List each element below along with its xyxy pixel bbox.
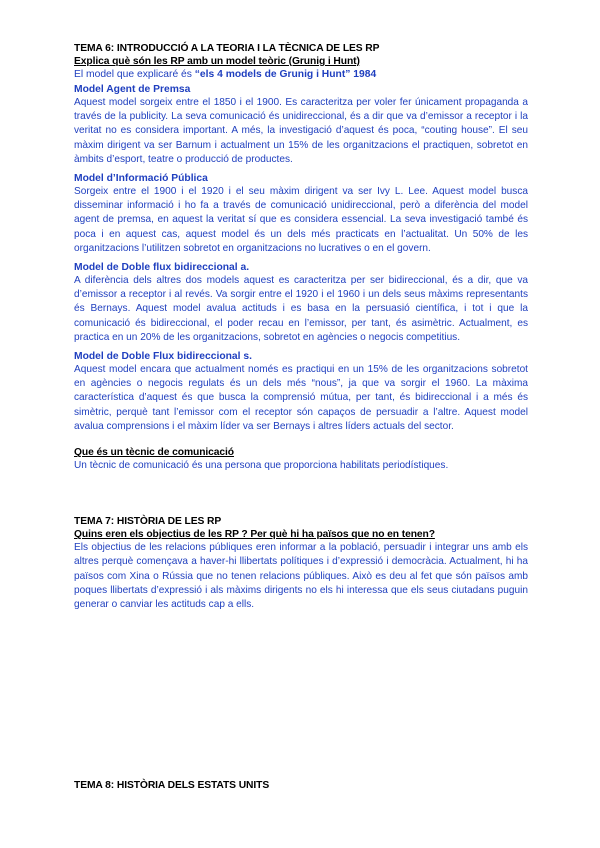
tema7-answer: Els objectius de les relacions públiques eren informar a la població, persuadir i integrar uns amb els altres perquè començava a haver-hi llibertats polítiques i d’expressió i democràcia. Actualment, hi ha països com Xina o Rússia que no tenen relacions públiques. Això es deu al fet que són països amb poques llibertats d’expressió i als màxims dirigents no els hi interessa que els seus ciutadans puguin generar o canviar les actituds cap a ells. (74, 542, 528, 611)
tema7-question: Quins eren els objectius de les RP ? Per què hi ha països que no en tenen? (74, 529, 435, 541)
tema6-question2: Que és un tècnic de comunicació (74, 447, 234, 459)
tema6-intro-text: El model que explicaré és (74, 69, 195, 80)
model-heading: Model d’Informació Pública (74, 173, 208, 185)
tema6-answer2: Un tècnic de comunicació és una persona que proporciona habilitats periodístiques. (74, 460, 449, 472)
tema6-intro-bold: “els 4 models de Grunig i Hunt” 1984 (194, 69, 377, 80)
tema6-question: Explica què són les RP amb un model teòric (Grunig i Hunt) (74, 56, 360, 67)
model-text: Aquest model sorgeix entre el 1850 i el 1900. Es caracteritza per voler fer únicament propaganda a través de la publicity. La seva comunicació és unidireccional, és a dir que va d’emissor a receptor i la veritat no es considera important. A més, la investigació d’aquest és poca, “couting house”. El seu màxim dirigent va ser Barnum i actualment un 15% de les organitzacions el practiquen, sobretot en àmbits d’esport, teatre o producció de productes. (74, 97, 528, 165)
model-text: Sorgeix entre el 1900 i el 1920 i el seu màxim dirigent va ser Ivy L. Lee. Aquest model busca disseminar informació i ho fa a través de comunicació unidireccional, però a diferència del model agent de premsa, en aquest la veritat sí que es considera essencial. La seva investigació també és poca i en aquest cas, aquest model és un dels més practicats en l’actualitat. Un 50% de les organitzacions l’utilitzen sobretot en organitzacions no lucratives o en el govern. (74, 186, 528, 254)
tema6-title: TEMA 6: INTRODUCCIÓ A LA TEORIA I LA TÈCNICA DE LES RP (74, 43, 380, 54)
spacer (74, 473, 528, 515)
tema7-title: TEMA 7: HISTÒRIA DE LES RP (74, 516, 222, 528)
model-heading: Model de Doble flux bidireccional a. (74, 262, 250, 274)
tema8-title: TEMA 8: HISTÒRIA DELS ESTATS UNITS (74, 780, 270, 791)
tema6-intro (74, 68, 528, 81)
model-text: Aquest model encara que actualment només es practiqui en un 15% de les organitzacions sobretot en agències o negocis regulats és un dels més “nous”, ja que va sorgir el 1960. La màxima característica d’aquest és que busca la comprensió mútua, per tant, és bidireccional i a més és simètric, perquè tant l’emissor com el receptor són capaços de persuadir a l’altre. Aquest model avalua comprensions i el màxim líder va ser Bernays i altres líders actuals del sector. (74, 364, 528, 432)
model-heading: Model Agent de Premsa (74, 84, 191, 95)
spacer (74, 434, 528, 446)
model-heading: Model de Doble Flux bidireccional s. (74, 351, 252, 363)
model-text: A diferència dels altres dos models aquest es caracteritza per ser bidireccional, és a dir, que va d’emissor a receptor i al revés. Va sorgir entre el 1920 i el 1960 i un dels seus màxims representants és Bernays. Aquest model avalua actituds i es basa en la persuasió científica, i tot i que la comunicació és bidireccional, el poder recau en l’emissor, per tant, és asimètric. Actualment, es practica en un 20% de les organitzacions, sobretot en agències o negocis competitius. (74, 275, 528, 343)
